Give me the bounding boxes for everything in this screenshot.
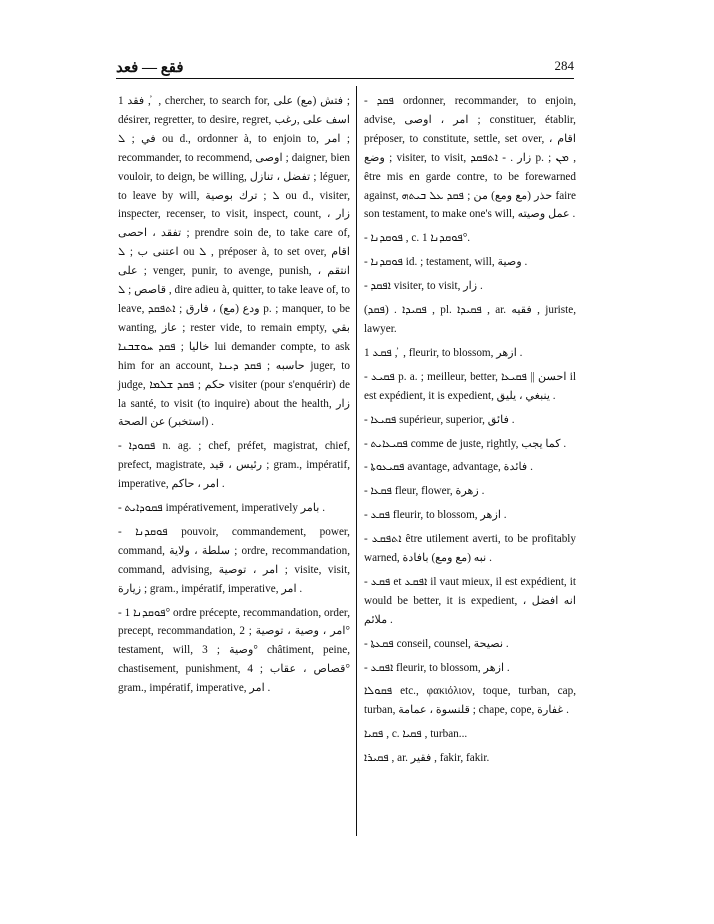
header-rule [116, 78, 574, 79]
running-head: فقع — فعد [116, 60, 184, 76]
right-column [364, 92, 576, 773]
entry-rightly: - ܦܩܝܥܐܝܬ comme de juste, rightly, كما يجب . [364, 437, 567, 450]
entry-better: - ܦܩܝܥ p. a. ; meilleur, better, احسن || ܦܩܝܥܐ il est expédient, it is expedient, ينبغي ، يليق . [364, 370, 577, 402]
entry-expedient: - ܦܩܥ et ܐܦܩܥ il vaut mieux, il est expédient, it would be better, it is expedient, انه افضل ، ملائم . [364, 575, 577, 626]
entry-pael: - ܦܩܕ ordonner, recommander, to enjoin, advise, امر ، اوصى ; constituer, établir, préposer, to constitute, settle, set over, اقام ، وضع ; visiter, to visit, زار . - ܐܬܦܩܕ p. ; ܡܢ , être mis en garde contre, to be forewarned against, حذر (مع ومع) من ; ܦܩܕ ܥܠ ܒܝܬܗ faire son testament, to make one's will, عمل وصيته . [364, 95, 577, 221]
entry-main-verb: 1 فقد , ̓ , chercher, to search for, فتش (مع) على ; désirer, regretter, to desire, regret, اسف على ,رغب في ; ܠ ou d., ordonner à, to enjoin to, امر ; recommander, to recommend, اوصى ; daigner, bien vouloir, to deign, be willing, تفضل ، تنازل ; léguer, to leave by will, ܠ ; ترك بوصية ou d., visiter, inspecter, recenser, to visit, inspect, count, زار ، تفقد ، احصى ; prendre soin de, to take care of, اعتنى ب ; ܠ ou ܠ , préposer à, to set over, اقام على ; venger, punir, to avenge, punish, انتقم ، قاصص ; ܠ , dire adieu à, quitter, to take leave of, to leave, ودع (مع) ، فارق ; ܐܬܦܩܕ p. ; manquer, to be wanting, عاز ; rester vide, to remain empty, بقي خاليا ; ܦܩܕ ܚܘܫܒܢܐ lui demander compte, to ask him for an account, حاسبه ; ܦܩܕ ܕܝܢܐ juger, to judge, حكم ; ܦܩܕ ܫܠܡܐ visiter (pour s'enquérir) de la santé, to visit (to inquire) about the health, زار (استخبر) عن الصحة . [118, 95, 351, 429]
entry-adverb: - ܦܩܘܕܐܝܬ impérativement, imperatively بامر . [118, 502, 326, 515]
entry-advantage: - ܦܩܝܥܘܬܐ avantage, advantage, فائدة . [364, 461, 533, 474]
entry-fakir: ܦܩܝܪܐ , ar. فقير , fakir, fakir. [364, 752, 490, 765]
entry-turban: ܦܩܘܠܐ etc., φακιόλιον, toque, turban, cap, turban, قلنسوة ، عمامة ; chape, cope, غفارة . [364, 685, 576, 717]
entry-order: - ܦܘܩܕܢܐ 1° ordre précepte, recommandation, order, precept, recommandation, امر ، وصية ، توصية ; 2° testament, will, وصية ; 3° châtiment, peine, chastisement, punishment, قصاص ، عقاب ; 4° gram., impératif, imperative, امر . [118, 606, 351, 695]
entry-testament: - ܦܘܩܕܢܐ id. ; testament, will, وصية . [364, 256, 528, 269]
entry-aphel-blossom: - ܐܦܩܥ fleurir, to blossom, ازهر . [364, 661, 510, 674]
entry-counsel: - ܦܩܥܬܐ conseil, counsel, نصيحة . [364, 637, 509, 650]
entry-turban-cf: ܦܩܝܐ , c. ܦܩܝܐ , turban... [364, 728, 468, 741]
entry-blossom-verb: 1 ܦܩܥ , ̓ , fleurir, to blossom, ازهر . [364, 346, 523, 359]
page-header [116, 58, 574, 78]
left-column [118, 92, 350, 703]
entry-fleurir: - ܦܩܥ fleurir, to blossom, ازهر . [364, 509, 507, 522]
page-number: 284 [554, 58, 574, 73]
entry-cf: - ܦܘܩܕܢܐ , c. ܦܘܩܕܢܐ 1°. [364, 232, 471, 245]
entry-flower: - ܦܩܥܐ fleur, flower, زهرة . [364, 485, 485, 498]
entry-power: - ܦܘܩܕܢܐ pouvoir, commandement, power, command, سلطة ، ولاية ; ordre, recommandation, command, advising, امر ، توصية ; visite, visit, زيارة ; gram., impératif, imperative, امر . [118, 525, 351, 595]
entry-jurist: (ܦܩܕ) . ܦܩܝܕܐ , pl. ܦܩܝܕܐ , ar. فقيه , juriste, lawyer. [364, 304, 576, 335]
entry-agent-noun: - ܦܩܘܕܐ n. ag. ; chef, préfet, magistrat, chief, prefect, magistrate, رئيس ، قيد ; gram., impératif, imperative, امر ، حاكم . [118, 440, 350, 491]
entry-aphel: - ܐܦܩܕ visiter, to visit, زار . [364, 280, 483, 293]
column-divider [356, 86, 357, 836]
entry-averti: - ܐܬܦܩܥ être utilement averti, to be profitably warned, نبه (مع ومع) بافادة . [364, 533, 576, 565]
entry-superior: - ܦܩܝܥܐ supérieur, superior, فائق . [364, 413, 515, 426]
